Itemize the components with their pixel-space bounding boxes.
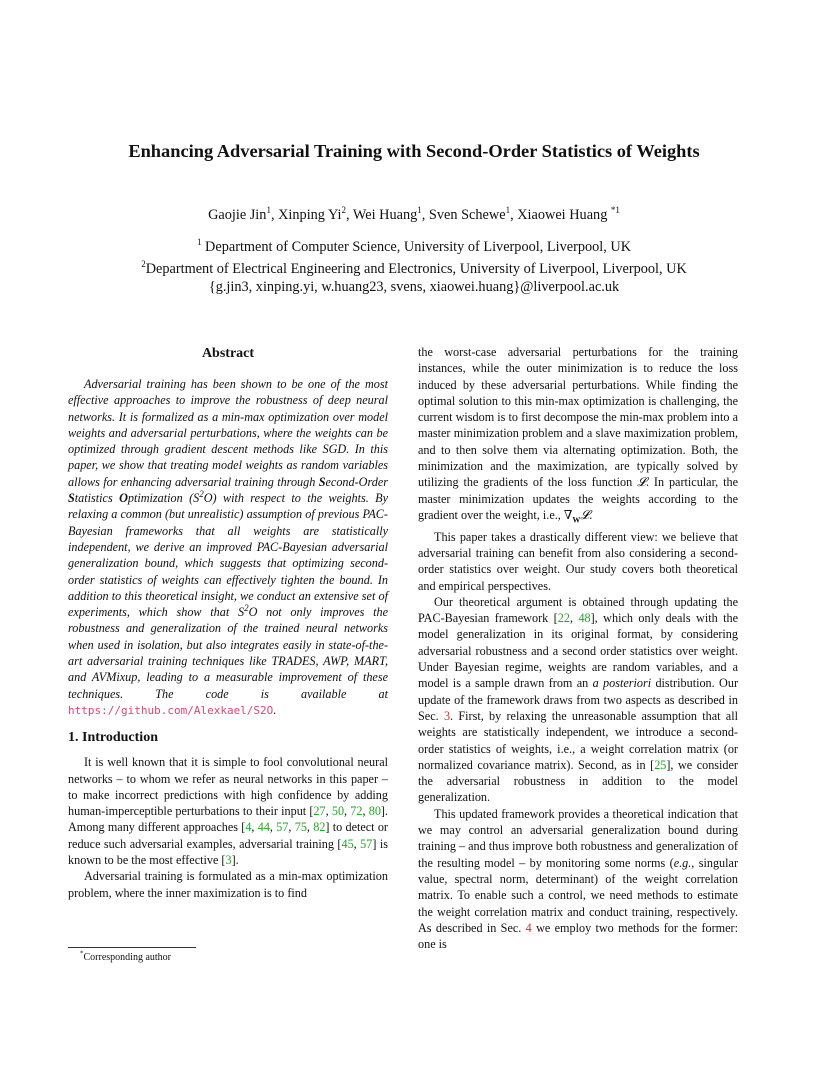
right-column: [418, 344, 738, 952]
citation-link[interactable]: 27: [313, 804, 326, 819]
body-text: the worst-case adversarial perturbations for the training instances, while the outer minimization is to reduce the loss induced by these adversarial perturbations. While finding the optimal solution to this min-max optimization is challenging, the current wisdom is to first decompose the min-max problem into a master minimization problem and a slave maximization problem, and to then solve them via alternating optimization. Both, the minimization and the maximization, are typically solved by utilizing the gradients of the loss function: [418, 345, 738, 490]
author-separator: ,: [346, 207, 353, 223]
author-affiliation-mark: *1: [610, 205, 620, 216]
intro-paragraph-1: It is well known that it is simple to fool convolutional neural networks – to whom we refer as neural networks in this paper – to make incorrect predictions with high confidence by adding human-imperceptible perturbations to their input [27, 50, 72, 80]. Among many different approaches [4, 44, 57, 75, 82] to detect or reduce such adversarial examples, adversarial training [45, 57] is known to be the most effective [3].: [68, 755, 389, 868]
citation-link[interactable]: 80: [368, 804, 381, 819]
gradient-subscript: W: [572, 515, 581, 525]
section-heading-introduction: 1. Introduction: [68, 730, 158, 746]
abstract-text: ) with respect to the weights. By relaxing a common (but unrealistic) assumption of previous PAC-Bayesian frameworks that all weights are statistically independent, we derive an improved PAC-Bayesian adversarial generalization bound, which suggests that optimizing second-order statistics of weights can effectively tighten the bound. In addition to this theoretical insight, we conduct an extensive set of experiments, which show that: [68, 491, 388, 620]
body-text: This updated framework provides a theoretical indication that we may control an adversarial generalization bound during training – and thus improve both robustness and generalization of the resulting model – by monitoring some norms (: [418, 806, 738, 870]
author-emails: {g.jin3, xinping.yi, w.huang23, svens, xiaowei.huang}@liverpool.ac.uk: [208, 279, 620, 295]
body-text: ], we consider the adversarial robustness in addition to the model generalization.: [418, 757, 738, 805]
author-list: [40, 207, 788, 224]
body-text: It is well known that it is simple to fool convolutional neural networks – to whom we refer as neural networks in this paper – to make incorrect predictions with high confidence by adding human-imperceptible perturbations to their input [: [68, 755, 388, 819]
author-separator: ,: [270, 207, 279, 223]
footnote: [80, 949, 171, 963]
citation-link[interactable]: 57: [276, 820, 289, 835]
italic-term: a posteriori: [592, 676, 652, 691]
author-separator: ,: [421, 207, 429, 223]
abstract-heading: Abstract: [201, 346, 255, 361]
body-paragraph-framework: [418, 806, 738, 953]
footnote-divider: [68, 947, 196, 948]
author-affiliation-mark: 1: [266, 205, 271, 216]
body-text: . In particular, the master minimization updates the weights according to the gradient over the weight, i.e.,: [418, 475, 738, 522]
abstract-text: econd-Order: [325, 474, 388, 489]
body-text: singular value, spectral norm, determinant) of the weight correlation matrix. To enable such a control, we need methods to estimate the weight correlation matrix and conduct training, respectively. As described in Sec.: [418, 855, 738, 935]
body-text: .: [589, 507, 593, 522]
method-acronym: O: [248, 605, 258, 620]
citation-link[interactable]: 82: [313, 820, 326, 835]
body-text: ] is known to be the most effective [: [68, 836, 388, 868]
author-affiliation-mark: 1: [417, 205, 422, 216]
section-reference-link[interactable]: 3: [443, 708, 451, 723]
abstract-section: [68, 344, 388, 719]
method-acronym: O: [203, 491, 213, 506]
abstract-text: tatistics: [74, 491, 120, 506]
citation-link[interactable]: 57: [360, 836, 373, 851]
body-text: we employ two methods for the former: one is: [418, 920, 738, 952]
body-paragraph-continued: [418, 344, 738, 529]
method-acronym: S: [237, 605, 245, 620]
method-acronym: S: [193, 491, 200, 506]
citation-link[interactable]: 44: [257, 820, 270, 835]
citation-link[interactable]: 22: [557, 611, 570, 626]
footnote-text: Corresponding author: [83, 952, 171, 963]
gradient-symbol: ∇: [563, 507, 573, 522]
body-text: distribution. Our update of the framework draws from two aspects as described in Sec.: [418, 676, 738, 723]
body-text: ] to detect or reduce such adversarial examples, adversarial training [: [68, 820, 388, 851]
acronym-letter: O: [119, 491, 128, 506]
method-acronym-sup: 2: [199, 489, 204, 500]
citation-link[interactable]: 72: [350, 804, 363, 819]
citation-link[interactable]: 25: [654, 757, 667, 772]
affiliation-1: [40, 239, 788, 256]
citation-link[interactable]: 48: [578, 611, 591, 626]
author-name: Wei Huang: [352, 207, 418, 223]
author-affiliation-mark: 2: [341, 205, 347, 216]
method-acronym-sup: 2: [244, 603, 249, 614]
abstract-paragraph: [68, 376, 388, 719]
citation-link[interactable]: 50: [331, 804, 345, 819]
body-paragraph-theory: Our theoretical argument is obtained through updating the PAC-Bayesian framework [22, 48], which only deals with the model generalization in its original format, by considering adversarial robustness and a second order statistics over weight. Under Bayesian regime, weights are random variables, and a model is a sample drawn from an a posteriori distribution. Our update of the framework draws from two aspects as described in Sec. 3. First, by relaxing the unreasonable assumption that all weights are statistically independent, we introduce a second-order statistics of weights, i.e., a weight correlation matrix (or normalized covariance matrix). Second, as in [25], we consider the adversarial robustness in addition to the model generalization.: [418, 594, 739, 805]
body-text: ], which only deals with the model generalization in its original format, by considering adversarial robustness and a second order statistics over weight. Under Bayesian regime, weights are random variables, and a model is a sample drawn from an: [418, 611, 739, 691]
italic-term: e.g.,: [673, 855, 695, 870]
body-text: . First, by relaxing the unreasonable assumption that all weights are statistically independent, we introduce a second-order statistics of weights, i.e., a weight correlation matrix (or normalized covariance matrix). Second, as in [: [418, 708, 738, 772]
author-name: Xiaowei Huang: [517, 207, 611, 223]
affiliation-2: [40, 261, 788, 278]
author-affiliation-mark: 1: [505, 205, 511, 216]
citation-link[interactable]: 45: [341, 836, 354, 851]
abstract-text: .: [273, 702, 277, 717]
author-separator: ,: [510, 207, 518, 223]
author-name: Xinping Yi: [278, 207, 342, 223]
affiliation-mark: 2: [141, 259, 146, 270]
acronym-letter: S: [318, 474, 326, 489]
body-text: ]. Among many different approaches [: [68, 804, 389, 835]
citation-link[interactable]: 4: [245, 820, 252, 835]
abstract-text: ptimization (: [127, 491, 194, 506]
body-paragraph-view: This paper takes a drastically different view: we believe that adversarial training can benefit from also considering a second-order statistics over weight. Our study covers both theoretical and empirical perspectives.: [418, 529, 738, 593]
intro-paragraph-2: Adversarial training is formulated as a min-max optimization problem, where the inner maximization is to find: [68, 869, 388, 900]
abstract-text: not only improves the robustness and generalization of the trained neural networks when used in isolation, but also integrates easily in state-of-the-art adversarial training techniques like TRADES, AWP, MART, and AVMixup, leading to a measurable improvement of these techniques. The code is available at: [68, 605, 388, 701]
body-text: Our theoretical argument is obtained through updating the PAC-Bayesian framework [: [418, 594, 738, 626]
paper-title: Enhancing Adversarial Training with Second-Order Statistics of Weights: [128, 141, 700, 161]
affiliation-text: Department of Electrical Engineering and Electronics, University of Liverpool, Liverpool, UK: [145, 261, 687, 277]
author-name: Gaojie Jin: [208, 207, 267, 223]
author-name: Sven Schewe: [428, 207, 506, 223]
citation-link[interactable]: 3: [225, 853, 232, 868]
footnote-mark: *: [80, 949, 84, 958]
affiliation-mark: 1: [196, 237, 202, 248]
section-reference-link[interactable]: 4: [525, 920, 532, 935]
left-column: [68, 344, 388, 901]
loss-symbol: 𝓛: [637, 475, 646, 490]
abstract-text: Adversarial training has been shown to be one of the most effective approaches to improve the robustness of deep neural networks. It is formalized as a min-max optimization over model weights and adversarial perturbations, where the weights can be optimized through gradient descent methods like SGD. In this paper, we show that treating model weights as random variables allows for enhancing adversarial training through: [68, 377, 388, 489]
citation-link[interactable]: 75: [294, 820, 307, 835]
code-url-link[interactable]: https://github.com/Alexkael/S2O: [68, 703, 274, 717]
affiliation-text: Department of Computer Science, University of Liverpool, Liverpool, UK: [201, 239, 632, 255]
body-text: ].: [231, 853, 239, 868]
acronym-letter: S: [68, 491, 75, 506]
loss-symbol: 𝓛: [580, 507, 590, 522]
